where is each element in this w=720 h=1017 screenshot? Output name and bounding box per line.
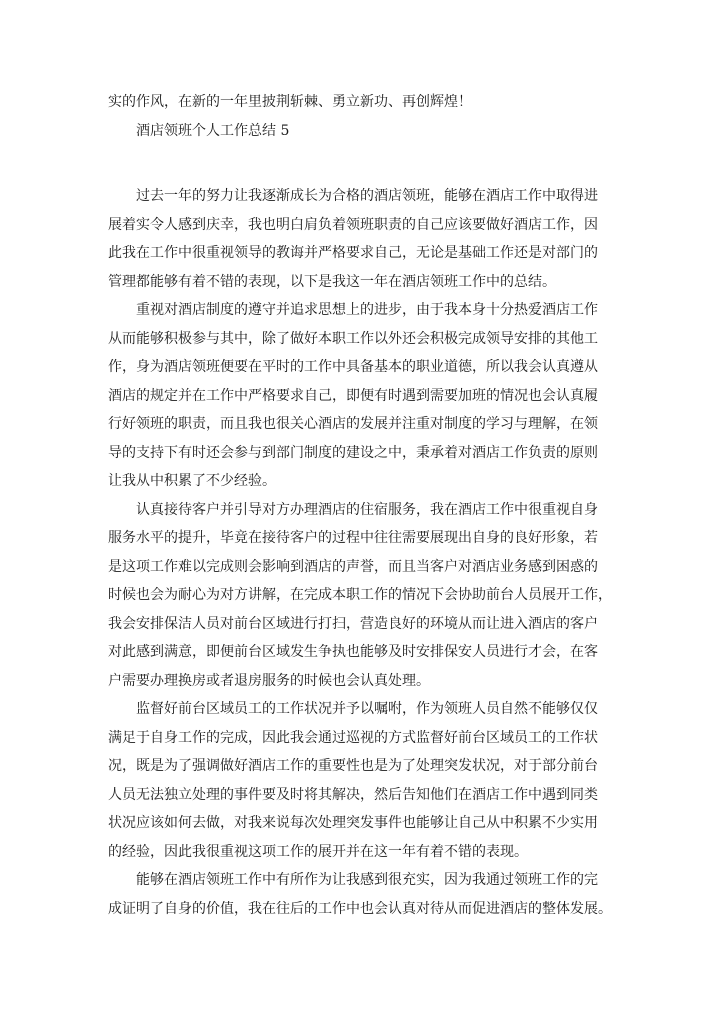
spacer <box>108 145 613 182</box>
paragraph-line: 让我从中积累了不少经验。 <box>108 473 276 489</box>
paragraph-line: 过去一年的努力让我逐渐成长为合格的酒店领班，能够在酒店工作中取得进 <box>136 188 598 204</box>
paragraph-line: 酒店的规定并在工作中严格要求自己，即便有时遇到需要加班的情况也会认真履 <box>108 387 598 404</box>
paragraph-line: 服务水平的提升，毕竟在接待客户的过程中往往需要展现出自身的良好形象，若 <box>108 530 598 546</box>
paragraph-line: 满足于自身工作的完成，因此我会通过巡视的方式监督好前台区域员工的工作状 <box>108 729 598 746</box>
paragraph-line: 时候也会为耐心为对方讲解，在完成本职工作的情况下会协助前台人员展开工作， <box>108 587 612 603</box>
paragraph-line: 行好领班的职责，而且我也很关心酒店的发展并注重对制度的学习与理解，在领 <box>108 416 598 432</box>
paragraph-2 <box>108 296 613 496</box>
paragraph-line: 状况应该如何去做，对我来说每次处理突发事件也能够让自己从中积累不少实用 <box>108 815 598 831</box>
paragraph-line: 从而能够积极参与其中，除了做好本职工作以外还会积极完成领导安排的其他工 <box>108 330 598 347</box>
paragraph-line: 能够在酒店领班工作中有所作为让我感到很充实，因为我通过领班工作的完 <box>136 872 598 888</box>
paragraph-line: 况，既是为了强调做好酒店工作的重要性也是为了处理突发状况，对于部分前台 <box>108 758 598 774</box>
paragraph-line: 是这项工作难以完成则会影响到酒店的声誉，而且当客户对酒店业务感到困惑的 <box>108 558 598 575</box>
paragraph-line: 成证明了自身的价值，我在往后的工作中也会认真对待从而促进酒店的整体发展。 <box>108 900 612 917</box>
lead-line: 实的作风，在新的一年里披荆斩棘、勇立新功、再创辉煌！ <box>108 94 472 110</box>
paragraph-line: 人员无法独立处理的事件要及时将其解决，然后告知他们在酒店工作中遇到同类 <box>108 786 598 803</box>
document-body <box>108 88 613 923</box>
paragraph-line: 作，身为酒店领班便要在平时的工作中具备基本的职业道德，所以我会认真遵从 <box>108 359 598 375</box>
paragraph-line: 户需要办理换房或者退房服务的时候也会认真处理。 <box>108 672 430 689</box>
paragraph-line: 认真接待客户并引导对方办理酒店的住宿服务，我在酒店工作中很重视自身 <box>136 501 598 518</box>
paragraph-line: 监督好前台区域员工的工作状况并予以嘱咐，作为领班人员自然不能够仅仅 <box>136 701 598 717</box>
paragraph-line: 导的支持下有时还会参与到部门制度的建设之中，秉承着对酒店工作负责的原则 <box>108 444 598 461</box>
paragraph-line: 此我在工作中很重视领导的教诲并严格要求自己，无论是基础工作还是对部门的 <box>108 245 598 261</box>
paragraph-5 <box>108 866 613 923</box>
paragraph-line: 展着实令人感到庆幸，我也明白肩负着领班职责的自己应该要做好酒店工作，因 <box>108 216 598 233</box>
paragraph-1 <box>108 182 613 296</box>
paragraph-line: 我会安排保洁人员对前台区域进行打扫，营造良好的环境从而让进入酒店的客户 <box>108 615 598 632</box>
paragraph-line: 重视对酒店制度的遵守并追求思想上的进步，由于我本身十分热爱酒店工作 <box>136 302 598 318</box>
paragraph-line: 的经验，因此我很重视这项工作的展开并在这一年有着不错的表现。 <box>108 843 528 860</box>
paragraph-line: 对此感到满意，即便前台区域发生争执也能够及时安排保安人员进行才会，在客 <box>108 644 598 660</box>
paragraph-3 <box>108 496 613 696</box>
paragraph-line: 管理都能够有着不错的表现，以下是我这一年在酒店领班工作中的总结。 <box>108 273 556 290</box>
paragraph-4 <box>108 695 613 866</box>
section-title: 酒店领班个人工作总结 5 <box>136 122 290 139</box>
